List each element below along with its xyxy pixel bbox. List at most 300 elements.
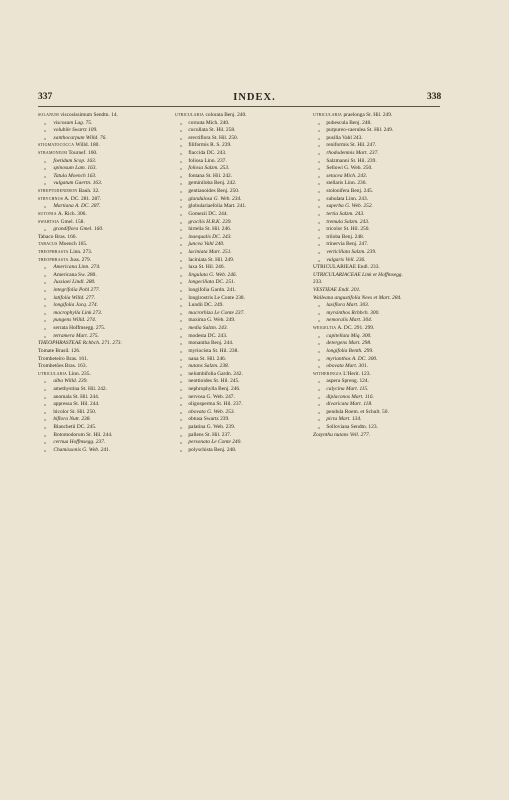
index-entry — [38, 272, 170, 280]
index-entry — [313, 196, 448, 204]
index-entry — [175, 401, 310, 409]
ditto-mark: „ — [179, 385, 183, 392]
entry-text: macrophylla Link 273. — [53, 309, 103, 316]
ditto-mark: „ — [317, 355, 321, 362]
ditto-mark: „ — [317, 416, 321, 423]
ditto-mark: „ — [179, 355, 183, 362]
entry-text: laxa St. Hil. 246. — [188, 264, 225, 271]
entry-text: obovata G. Web. 253. — [188, 408, 235, 415]
index-entry — [38, 401, 170, 409]
index-entry — [175, 241, 310, 249]
index-entry — [38, 211, 170, 219]
entry-text: nemoralis Mart. 304. — [326, 317, 373, 324]
entry-text: Willd. 180. — [75, 142, 100, 149]
index-entry — [313, 371, 448, 379]
index-entry — [38, 348, 170, 356]
index-entry — [38, 310, 170, 318]
index-entry — [175, 447, 310, 455]
index-entry — [175, 432, 310, 440]
index-entry — [38, 219, 170, 227]
index-entry — [38, 424, 170, 432]
ditto-mark: „ — [317, 385, 321, 392]
entry-text: Tournef. 160. — [68, 150, 98, 157]
entry-text: bicolor St. Hil. 250. — [53, 408, 97, 415]
ditto-mark: „ — [43, 165, 47, 172]
entry-text: modesta DC. 243. — [188, 332, 228, 339]
ditto-mark: „ — [317, 363, 321, 370]
entry-text: latifolia Willd. 277. — [53, 294, 96, 301]
entry-text: A. DC. 291. 299. — [337, 325, 375, 332]
entry-genus: SUTONIA — [38, 211, 57, 216]
entry-text: praelonga St. Hil. 249. — [343, 112, 393, 118]
entry-text: gentianoides Benj. 250. — [188, 188, 240, 195]
index-column-3 — [313, 112, 448, 439]
entry-text: alba Willd. 239. — [53, 378, 88, 385]
entry-text: reniformis St. Hil. 247. — [326, 142, 377, 149]
ditto-mark: „ — [43, 226, 47, 233]
ditto-mark: „ — [317, 393, 321, 400]
entry-text: superba G. Web. 252. — [326, 203, 373, 210]
index-entry — [175, 188, 310, 196]
entry-genus: UTRICULARIA — [38, 371, 68, 376]
entry-text: Botomodorum St. Hil. 244. — [53, 431, 113, 438]
entry-text: THEOPHRASTEAE Rchbch. 271. 273. — [38, 340, 122, 347]
ditto-mark: „ — [179, 134, 183, 141]
ditto-mark: „ — [43, 302, 47, 309]
index-entry — [175, 363, 310, 371]
ditto-mark: „ — [317, 172, 321, 179]
entry-text: nana St. Hil. 246. — [188, 355, 227, 362]
entry-text: purpureo-caerulea St. Hil. 249. — [326, 127, 394, 134]
ditto-mark: „ — [179, 294, 183, 301]
ditto-mark: „ — [179, 347, 183, 354]
ditto-mark: „ — [179, 248, 183, 255]
ditto-mark: „ — [317, 233, 321, 240]
entry-text: nephrophylla Benj. 246. — [188, 385, 241, 392]
entry-text: 233. — [313, 279, 323, 286]
ditto-mark: „ — [179, 142, 183, 149]
entry-text: colorata Benj. 240. — [205, 112, 247, 118]
page-header — [0, 92, 509, 106]
index-entry — [313, 211, 448, 219]
index-entry — [38, 173, 170, 181]
ditto-mark: „ — [43, 203, 47, 210]
entry-text: foliosa Salzm. 253. — [188, 165, 230, 172]
ditto-mark: „ — [179, 150, 183, 157]
entry-text: juncea Vahl 240. — [188, 241, 225, 248]
entry-genus: STRAMONIUM — [38, 151, 68, 156]
entry-text: cucullata St. Hil. 258. — [188, 127, 236, 134]
index-entry — [175, 150, 310, 158]
index-entry — [175, 310, 310, 318]
index-entry — [175, 142, 310, 150]
ditto-mark: „ — [179, 325, 183, 332]
ditto-mark: „ — [179, 165, 183, 172]
entry-text: oligosperma St. Hil. 237. — [188, 401, 243, 408]
entry-text: laciniata St. Hil. 249. — [188, 256, 235, 263]
entry-text: Trombeteiro Bras. 161. — [38, 355, 89, 362]
entry-text: capitellata Miq. 300. — [326, 332, 372, 339]
ditto-mark: „ — [43, 119, 47, 126]
entry-text: longeciliata DC. 251. — [188, 279, 236, 286]
entry-text: viscosum Lag. 75. — [53, 119, 93, 126]
entry-text: longirostris Le Conte 238. — [188, 294, 245, 301]
index-entry — [313, 409, 448, 417]
ditto-mark: „ — [43, 264, 47, 271]
entry-text: L'Herit. 123. — [343, 370, 371, 377]
entry-genus: WEIGELTIA — [313, 326, 337, 331]
ditto-mark: „ — [317, 203, 321, 210]
index-entry — [175, 173, 310, 181]
index-entry — [313, 317, 448, 325]
ditto-mark: „ — [317, 241, 321, 248]
entry-text: rhododenmis Mart. 237. — [326, 150, 379, 157]
ditto-mark: „ — [179, 363, 183, 370]
entry-text: myrianthos A. DC. 300. — [326, 355, 378, 362]
index-entry — [38, 127, 170, 135]
index-entry — [175, 180, 310, 188]
entry-text: tricolor St. Hil. 250. — [326, 226, 370, 233]
index-entry — [38, 371, 170, 379]
index-entry — [313, 165, 448, 173]
ditto-mark: „ — [43, 325, 47, 332]
right-page-number: 338 — [427, 92, 442, 102]
entry-text: filiformis R. S. 239. — [188, 142, 232, 149]
ditto-mark: „ — [43, 294, 47, 301]
ditto-mark: „ — [179, 172, 183, 179]
index-entry — [313, 120, 448, 128]
entry-text: erectiflora St. Hil. 250. — [188, 134, 239, 141]
index-entry — [38, 112, 170, 120]
ditto-mark: „ — [317, 195, 321, 202]
ditto-mark: „ — [179, 302, 183, 309]
ditto-mark: „ — [43, 408, 47, 415]
index-entry — [313, 112, 448, 120]
ditto-mark: „ — [317, 150, 321, 157]
entry-text: volubile Swartz 109. — [53, 127, 98, 134]
entry-text: laxiflora Mart. 303. — [326, 302, 370, 309]
index-entry — [38, 264, 170, 272]
entry-text: gracilis H.B.K. 239. — [188, 218, 232, 225]
entry-text: cernua Hoffmsegg. 237. — [53, 439, 106, 446]
index-entry — [313, 401, 448, 409]
index-entry — [313, 127, 448, 135]
ditto-mark: „ — [317, 210, 321, 217]
ditto-mark: „ — [43, 401, 47, 408]
entry-text: integrifolia Pohl 277. — [53, 287, 100, 294]
entry-genus: TABACUS — [38, 242, 58, 247]
ditto-mark: „ — [317, 226, 321, 233]
entry-text: Solloviana Sendtn. 123. — [326, 423, 378, 430]
ditto-mark: „ — [317, 317, 321, 324]
entry-text: tetramera Mart. 275. — [53, 332, 99, 339]
ditto-mark: „ — [179, 401, 183, 408]
entry-text: aspera Spreng. 124. — [326, 378, 369, 385]
ditto-mark: „ — [43, 309, 47, 316]
entry-text: UTRICULARIACEAE Link et Hoffmsegg. — [313, 271, 403, 278]
ditto-mark: „ — [179, 241, 183, 248]
ditto-mark: „ — [317, 119, 321, 126]
entry-genus: THEOPHRASTA — [38, 257, 69, 262]
entry-text: UTRICULARIEAE Endl. 233. — [313, 264, 380, 271]
entry-text: polyschista Benj. 248. — [188, 446, 237, 453]
ditto-mark: „ — [317, 218, 321, 225]
ditto-mark: „ — [317, 408, 321, 415]
entry-text: longifolia Benth. 299. — [326, 347, 374, 354]
ditto-mark: „ — [179, 370, 183, 377]
entry-text: detergens Mart. 298. — [326, 340, 372, 347]
entry-text: globulariaefolia Mart. 241. — [188, 203, 247, 210]
ditto-mark: „ — [179, 439, 183, 446]
entry-text: viscosissimum Sendtn. 14. — [60, 112, 118, 118]
index-entry — [38, 356, 170, 364]
index-entry — [38, 158, 170, 166]
entry-text: Tomate Brasil. 126. — [38, 347, 81, 354]
index-entry — [38, 325, 170, 333]
index-entry — [175, 325, 310, 333]
ditto-mark: „ — [179, 340, 183, 347]
ditto-mark: „ — [317, 188, 321, 195]
ditto-mark: „ — [317, 127, 321, 134]
entry-text: appressa St. Hil. 244. — [53, 401, 100, 408]
entry-text: diplaconos Mart. 116. — [326, 393, 374, 400]
entry-text: inaequalis DC. 243. — [188, 233, 232, 240]
index-entry — [313, 348, 448, 356]
entry-text: pungens Willd. 274. — [53, 317, 97, 324]
entry-text: serrata Hoffmsegg. 275. — [53, 325, 106, 332]
index-entry — [38, 340, 170, 348]
index-entry — [38, 142, 170, 150]
index-entry — [38, 188, 170, 196]
entry-genus: UTRICULARIA — [175, 113, 205, 117]
index-entry — [175, 340, 310, 348]
index-entry — [313, 241, 448, 249]
entry-text: VESTIEAE Endl. 201. — [313, 287, 361, 294]
entry-text: glandulosa G. Web. 234. — [188, 195, 242, 202]
ditto-mark: „ — [317, 256, 321, 263]
ditto-mark: „ — [179, 416, 183, 423]
entry-text: xanthocarpum Willd. 76. — [53, 134, 107, 141]
index-entry — [313, 226, 448, 234]
entry-text: macrorhiza Le Conte 237. — [188, 309, 245, 316]
index-entry — [313, 310, 448, 318]
ditto-mark: „ — [317, 142, 321, 149]
entry-text: hirtella St. Hil. 246. — [188, 226, 232, 233]
index-entry — [38, 394, 170, 402]
ditto-mark: „ — [43, 385, 47, 392]
index-column-2 — [175, 112, 310, 454]
entry-text: nelumbifolia Gardn. 242. — [188, 370, 243, 377]
entry-text: picta Mart. 134. — [326, 416, 362, 423]
ditto-mark: „ — [43, 134, 47, 141]
index-entry — [175, 371, 310, 379]
entry-text: obovata Mart. 301. — [326, 363, 368, 370]
index-entry — [175, 439, 310, 447]
index-entry — [175, 386, 310, 394]
index-entry — [175, 348, 310, 356]
entry-text: media Salzm. 243. — [188, 325, 228, 332]
index-entry — [38, 317, 170, 325]
entry-text: anomala St. Hil. 244. — [53, 393, 100, 400]
index-entry — [175, 211, 310, 219]
entry-text: Lundii DC. 249. — [188, 302, 224, 309]
entry-text: subulata Linn. 243. — [326, 195, 368, 202]
index-entry — [175, 302, 310, 310]
index-entry — [313, 378, 448, 386]
entry-text: pendula Roem. et Schult. 50. — [326, 408, 389, 415]
ditto-mark: „ — [179, 309, 183, 316]
entry-genus: SWARTSIA — [38, 219, 60, 224]
entry-text: Salzmanni St. Hil. 239. — [326, 157, 377, 164]
index-entry — [38, 386, 170, 394]
entry-text: maxima G. Web. 249. — [188, 317, 236, 324]
ditto-mark: „ — [179, 226, 183, 233]
index-entry — [38, 439, 170, 447]
index-entry — [313, 363, 448, 371]
entry-text: spinosum Lam. 163. — [53, 165, 97, 172]
ditto-mark: „ — [43, 416, 47, 423]
entry-text: A. Rich. 306. — [57, 210, 87, 217]
ditto-mark: „ — [43, 180, 47, 187]
index-entry — [38, 279, 170, 287]
entry-text: cornuta Mich. 240. — [188, 119, 230, 126]
index-entry — [175, 127, 310, 135]
index-entry — [175, 249, 310, 257]
index-entry — [313, 279, 448, 287]
index-entry — [313, 264, 448, 272]
ditto-mark: „ — [317, 423, 321, 430]
entry-text: A. DC. 281. 287. — [64, 195, 102, 202]
index-entry — [313, 386, 448, 394]
index-entry — [38, 287, 170, 295]
ditto-mark: „ — [179, 446, 183, 453]
ditto-mark: „ — [317, 302, 321, 309]
ditto-mark: „ — [317, 401, 321, 408]
index-entry — [38, 302, 170, 310]
ditto-mark: „ — [43, 127, 47, 134]
ditto-mark: „ — [43, 271, 47, 278]
ditto-mark: „ — [179, 203, 183, 210]
entry-text: Linn. 235. — [68, 370, 91, 377]
ditto-mark: „ — [43, 439, 47, 446]
ditto-mark: „ — [179, 431, 183, 438]
entry-genus: STIGMATOCOCCA — [38, 143, 75, 148]
entry-text: tertia Salzm. 243. — [326, 210, 365, 217]
index-entry — [175, 317, 310, 325]
index-entry — [313, 432, 448, 440]
index-entry — [313, 416, 448, 424]
ditto-mark: „ — [179, 393, 183, 400]
index-entry — [38, 333, 170, 341]
entry-text: Tabaco Bras. 166. — [38, 233, 77, 240]
entry-text: nutans Salzm. 238. — [188, 363, 230, 370]
ditto-mark: „ — [179, 264, 183, 271]
entry-text: nervosa G. Web. 247. — [188, 393, 235, 400]
ditto-mark: „ — [317, 309, 321, 316]
ditto-mark: „ — [317, 165, 321, 172]
entry-text: longifolia Jacq. 274. — [53, 302, 98, 309]
index-entry — [38, 257, 170, 265]
index-entry — [38, 226, 170, 234]
entry-text: divaricata Mart. 118. — [326, 401, 373, 408]
ditto-mark: „ — [179, 127, 183, 134]
entry-text: triloba Benj. 248. — [326, 233, 365, 240]
left-page-number: 337 — [38, 92, 53, 102]
index-entry — [175, 264, 310, 272]
index-entry — [175, 112, 310, 120]
ditto-mark: „ — [317, 157, 321, 164]
index-entry — [175, 257, 310, 265]
entry-text: Linn. 273. — [69, 248, 93, 255]
index-entry — [38, 203, 170, 211]
ditto-mark: „ — [43, 157, 47, 164]
entry-genus: THEOPHRASTA — [38, 249, 69, 254]
entry-text: Jussiaei Lindl. 280. — [53, 279, 96, 286]
ditto-mark: „ — [179, 210, 183, 217]
entry-text: trinervia Benj. 247. — [326, 241, 369, 248]
entry-text: stellaris Linn. 236. — [326, 180, 367, 187]
index-entry — [38, 234, 170, 242]
index-entry — [313, 173, 448, 181]
index-entry — [313, 424, 448, 432]
entry-text: foliosa Linn. 237. — [188, 157, 227, 164]
entry-text: vulgaris Vell. 236. — [326, 256, 366, 263]
entry-text: palatina G. Web. 239. — [188, 423, 236, 430]
entry-text: Juss. 279. — [69, 256, 92, 263]
index-entry — [313, 325, 448, 333]
ditto-mark: „ — [179, 218, 183, 225]
entry-text: biflora Nutt. 238. — [53, 416, 91, 423]
ditto-mark: „ — [317, 332, 321, 339]
index-entry — [38, 120, 170, 128]
index-entry — [313, 158, 448, 166]
entry-text: flaccida DC. 243. — [188, 150, 227, 157]
ditto-mark: „ — [43, 172, 47, 179]
entry-text: Zozynthu nutans Vell. 277. — [313, 431, 371, 438]
entry-text: Gomezii DC. 244. — [188, 210, 228, 217]
entry-text: verticillata Salzm. 239. — [326, 248, 377, 255]
index-entry — [313, 150, 448, 158]
entry-text: Chamissonis G. Web. 241. — [53, 446, 111, 453]
index-entry — [38, 135, 170, 143]
ditto-mark: „ — [317, 134, 321, 141]
index-entry — [38, 196, 170, 204]
entry-genus: SOLANUM — [38, 113, 59, 117]
ditto-mark: „ — [179, 423, 183, 430]
index-entry — [313, 142, 448, 150]
ditto-mark: „ — [179, 378, 183, 385]
header-rule — [38, 106, 440, 107]
ditto-mark: „ — [179, 279, 183, 286]
index-entry — [38, 378, 170, 386]
index-entry — [38, 249, 170, 257]
entry-text: tremula Salzm. 243. — [326, 218, 370, 225]
entry-genus: WITHERINGIA — [313, 371, 342, 376]
index-entry — [175, 295, 310, 303]
index-entry — [313, 219, 448, 227]
index-entry — [175, 416, 310, 424]
entry-text: grandiflora Gmel. 160. — [53, 226, 104, 233]
ditto-mark: „ — [317, 180, 321, 187]
index-entry — [175, 219, 310, 227]
ditto-mark: „ — [179, 271, 183, 278]
index-entry — [175, 356, 310, 364]
entry-text: myriocista St. Hil. 238. — [188, 347, 239, 354]
ditto-mark: „ — [179, 317, 183, 324]
index-entry — [175, 394, 310, 402]
ditto-mark: „ — [317, 347, 321, 354]
entry-text: amethystina St. Hil. 242. — [53, 385, 107, 392]
